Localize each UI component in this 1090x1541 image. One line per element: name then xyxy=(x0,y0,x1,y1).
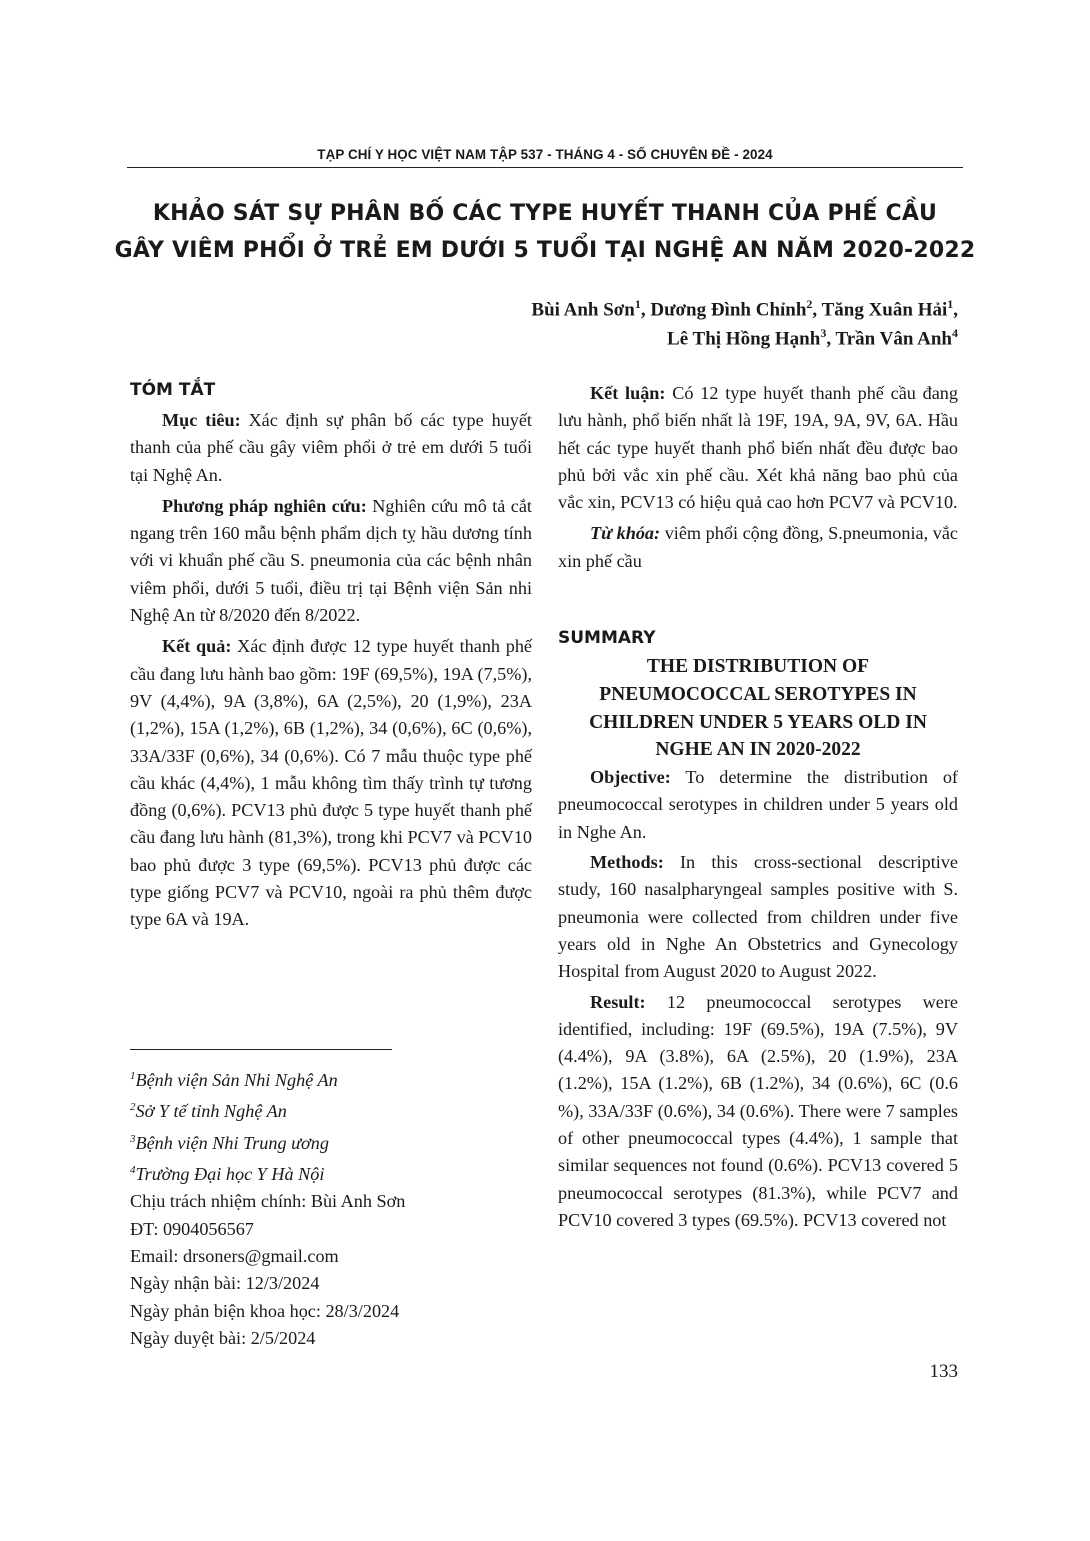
paragraph-label: Kết quả: xyxy=(162,636,232,657)
article-title-line-1: KHẢO SÁT SỰ PHÂN BỐ CÁC TYPE HUYẾT THANH CỦA PHẾ CẦU xyxy=(152,201,938,226)
affiliation-footnote xyxy=(130,1094,405,1125)
paragraph-label: Result: xyxy=(590,991,646,1012)
footnote-text: Sở Y tế tỉnh Nghệ An xyxy=(135,1101,287,1122)
abstract-results-paragraph xyxy=(130,633,532,933)
authors-line-1 xyxy=(531,297,958,321)
keywords-paragraph xyxy=(558,520,958,575)
paragraph-text: To determine the distribution of pneumococcal serotypes in children under 5 years old in Nghe An. xyxy=(558,767,958,842)
paragraph-label: Methods: xyxy=(590,852,664,873)
summary-objective-paragraph xyxy=(558,764,958,846)
author-affiliation-sup: 2 xyxy=(806,297,813,311)
abstract-heading-vi: TÓM TẮT xyxy=(130,380,216,400)
paragraph-text: In this cross-sectional descriptive study, 160 nasalpharyngeal samples positive with S. pneumonia were collected from children under five years old in Nghe An Obstetrics and Gynecology Hospital from August 2020 to August 2022. xyxy=(558,852,958,982)
paragraph-text: 12 pneumococcal serotypes were identified, including: 19F (69.5%), 19A (7.5%), 9V (4.4%), 9A (3.8%), 6A (2.5%), 20 (1.9%), 23A (1.2%), 15A (1.2%), 6B (1.2%), 34 (0.6%), 6C (0.6 %), 33A/33F (0.6%), 34 (0.6%). There were 7 samples of other pneumococcal types (4.4%), 1 sample that similar sequences not found (0.6%). PCV13 covered 5 pneumococcal serotypes (81.3%), while PCV7 and PCV10 covered 3 types (69.5%). PCV13 covered not xyxy=(558,991,958,1230)
abstract-methods-paragraph xyxy=(130,493,532,629)
author-separator: , xyxy=(953,299,958,321)
footnote-text: Trường Đại học Y Hà Nội xyxy=(135,1164,325,1185)
abstract-vi-continued xyxy=(558,380,958,575)
paragraph-label: Phương pháp nghiên cứu: xyxy=(162,495,367,516)
author-affiliation-sup: 1 xyxy=(947,297,954,311)
abstract-conclusion-paragraph xyxy=(558,380,958,516)
date-reviewed: Ngày phản biện khoa học: 28/3/2024 xyxy=(130,1300,400,1321)
corresponding-author: Chịu trách nhiệm chính: Bùi Anh Sơn xyxy=(130,1191,406,1212)
author-separator: , xyxy=(640,299,651,321)
footnotes xyxy=(130,1063,405,1352)
paragraph-label: Mục tiêu: xyxy=(162,410,241,430)
summary-title-line: THE DISTRIBUTION OF xyxy=(646,656,870,677)
summary-methods-paragraph xyxy=(558,849,958,985)
footnote-text: Bệnh viện Nhi Trung ương xyxy=(135,1132,329,1153)
paragraph-text: Có 12 type huyết thanh phế cầu đang lưu hành, phổ biến nhất là 19F, 19A, 9A, 9V, 6A. Hầu hết các type huyết thanh phổ biến nhất đều được bao phủ bởi vắc xin phế cầu. Xét khả năng bao phủ của vắc xin, PCV13 có hiệu quả cao hơn PCV7 và PCV10. xyxy=(558,383,958,513)
date-accepted: Ngày duyệt bài: 2/5/2024 xyxy=(130,1327,316,1348)
phone-number: ĐT: 0904056567 xyxy=(130,1218,254,1239)
affiliation-footnote xyxy=(130,1063,405,1094)
page-number: 133 xyxy=(929,1361,958,1382)
footnote-number: 3 xyxy=(130,1132,136,1145)
authors-line-2 xyxy=(667,326,958,350)
summary-body xyxy=(558,653,958,1234)
paragraph-text: Xác định sự phân bố các type huyết thanh của phế cầu gây viêm phổi ở trẻ em dưới 5 tuổi tại Nghệ An. xyxy=(130,410,532,485)
summary-title-line: PNEUMOCOCCAL SEROTYPES IN xyxy=(599,683,917,705)
author-name: Dương Đình Chỉnh xyxy=(650,299,807,321)
summary-title-line: NGHE AN IN 2020-2022 xyxy=(655,739,861,761)
date-received: Ngày nhận bài: 12/3/2024 xyxy=(130,1273,320,1294)
author-name: Bùi Anh Sơn xyxy=(531,299,635,321)
footnote-text: Bệnh viện Sản Nhi Nghệ An xyxy=(135,1070,338,1091)
affiliation-footnote xyxy=(130,1126,405,1157)
author-affiliation-sup: 3 xyxy=(820,326,827,340)
author-name: Trần Vân Anh xyxy=(835,328,952,350)
paragraph-label: Objective: xyxy=(590,767,671,788)
footnote-number: 4 xyxy=(130,1164,136,1177)
paragraph-text: viêm phổi cộng đồng, S.pneumonia, vắc xin phế cầu xyxy=(558,523,958,571)
author-name: Lê Thị Hồng Hạnh xyxy=(667,328,821,350)
header-rule xyxy=(127,167,963,168)
article-title-line-2: GÂY VIÊM PHỔI Ở TRẺ EM DƯỚI 5 TUỔI TẠI NGHỆ AN NĂM 2020-2022 xyxy=(114,238,976,263)
author-affiliation-sup: 4 xyxy=(952,326,958,340)
author-separator: , xyxy=(812,299,822,321)
affiliation-footnote xyxy=(130,1157,405,1188)
footnote-number: 2 xyxy=(130,1101,136,1114)
running-header: TẠP CHÍ Y HỌC VIỆT NAM TẬP 537 - THÁNG 4 - SỐ CHUYÊN ĐỀ - 2024 xyxy=(317,147,773,162)
author-separator: , xyxy=(826,328,836,350)
author-affiliation-sup: 1 xyxy=(634,297,641,311)
author-name: Tăng Xuân Hải xyxy=(821,299,948,321)
summary-result-paragraph xyxy=(558,989,958,1235)
paragraph-label: Từ khóa: xyxy=(590,523,661,544)
summary-heading: SUMMARY xyxy=(558,628,656,648)
footnote-rule xyxy=(130,1049,392,1050)
paragraph-label: Kết luận: xyxy=(590,383,666,403)
abstract-objective-paragraph xyxy=(130,407,532,489)
abstract-vi-body xyxy=(130,407,532,934)
footnote-number: 1 xyxy=(130,1070,136,1082)
paragraph-text: Xác định được 12 type huyết thanh phế cầu đang lưu hành bao gồm: 19F (69,5%), 19A (7,5%), 9V (4,4%), 9A (3,8%), 6A (2,5%), 20 (1,9%), 23A (1,2%), 15A (1,2%), 6B (1,2%), 34 (0,6%), 6C (0,6%), 33A/33F (0,6%), 34 (0,6%). Có 7 mẫu thuộc type phế cầu khác (4,4%), 1 mẫu không tìm thấy trình tự tương đồng (0,6%). PCV13 phủ được 5 type huyết thanh phế cầu đang lưu hành (81,3%), trong khi PCV7 và PCV10 bao phủ được 3 type (69,5%). PCV13 phủ được các type giống PCV7 và PCV10, ngoài ra phủ thêm được type 6A và 19A. xyxy=(130,636,532,930)
summary-title-line: CHILDREN UNDER 5 YEARS OLD IN xyxy=(589,711,927,733)
paragraph-text: Nghiên cứu mô tả cắt ngang trên 160 mẫu bệnh phẩm dịch tỵ hầu dương tính với vi khuẩn phế cầu S. pneumonia của các bệnh nhân viêm phổi, dưới 5 tuổi, điều trị tại Bệnh viện Sản nhi Nghệ An từ 8/2020 đến 8/2022. xyxy=(130,495,532,626)
email-address: Email: drsoners@gmail.com xyxy=(130,1246,339,1267)
summary-title xyxy=(558,653,958,764)
